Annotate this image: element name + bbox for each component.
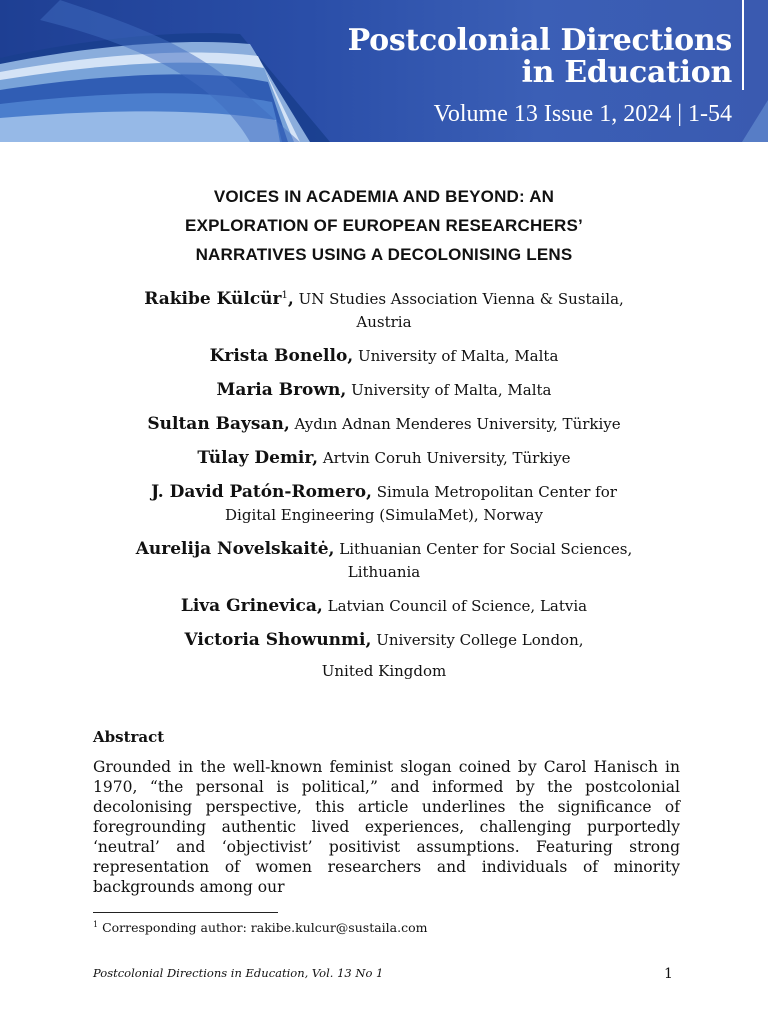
abstract-heading: Abstract <box>93 728 165 746</box>
author-separator: , <box>328 539 335 559</box>
author-name: Rakibe Külcür <box>144 289 282 309</box>
author-name: Liva Grinevica <box>180 596 317 616</box>
footnote-divider <box>93 912 278 913</box>
article-title-line: VOICES IN ACADEMIA AND BEYOND: AN <box>213 187 555 206</box>
author-name: Maria Brown <box>216 380 341 400</box>
article-title <box>60 182 708 269</box>
footnote-text: Corresponding author: rakibe.kulcur@sustaila.com <box>98 920 428 936</box>
journal-title-line-2: in Education <box>521 55 732 90</box>
author-entry <box>80 379 688 402</box>
author-entry <box>80 595 688 618</box>
volume-issue-line: Volume 13 Issue 1, 2024 | 1-54 <box>433 101 732 127</box>
author-entry <box>80 413 688 436</box>
author-name: Sultan Baysan <box>147 414 284 434</box>
author-entry <box>80 538 688 584</box>
author-affiliation: Austria <box>356 313 412 331</box>
footnote <box>93 920 427 935</box>
author-separator: , <box>366 482 372 502</box>
banner-divider-line <box>742 0 744 90</box>
author-name: Victoria Showunmi <box>184 630 366 650</box>
journal-title-line-1: Postcolonial Directions <box>347 23 732 58</box>
author-name: Aurelija Novelskaitė <box>135 539 329 559</box>
author-affiliation: Latvian Council of Science, Latvia <box>327 597 588 615</box>
author-entry <box>80 481 688 527</box>
author-name: J. David Patón-Romero <box>151 482 367 502</box>
author-affiliation: Lithuanian Center for Social Sciences, <box>339 540 633 558</box>
author-affiliation: University College London, <box>376 631 584 649</box>
author-separator: , <box>365 630 372 650</box>
running-footer: Postcolonial Directions in Education, Vol. 13 No 1 <box>93 966 384 980</box>
author-separator: , <box>347 346 354 366</box>
author-affiliation: Aydın Adnan Menderes University, Türkiye <box>294 415 621 433</box>
author-separator: , <box>283 414 290 434</box>
author-affiliation: UN Studies Association Vienna & Sustaila, <box>298 290 624 308</box>
author-affiliation: University of Malta, Malta <box>351 381 552 399</box>
author-affiliation: Lithuania <box>347 563 421 581</box>
author-entry <box>80 345 688 368</box>
author-separator: , <box>316 596 323 616</box>
author-name: Krista Bonello <box>209 346 348 366</box>
footnote-number: 1 <box>93 920 99 929</box>
article-title-line: NARRATIVES USING A DECOLONISING LENS <box>195 245 573 264</box>
article-title-line: EXPLORATION OF EUROPEAN RESEARCHERS’ <box>185 216 583 235</box>
author-affiliation: Digital Engineering (SimulaMet), Norway <box>225 506 543 524</box>
author-entry <box>80 284 688 334</box>
journal-title <box>348 25 732 89</box>
author-affiliation: United Kingdom <box>321 662 447 680</box>
page-number: 1 <box>664 966 673 982</box>
author-affiliation: Simula Metropolitan Center for <box>376 483 617 501</box>
author-affiliation: Artvin Coruh University, Türkiye <box>322 449 571 467</box>
journal-banner <box>0 0 768 142</box>
author-affiliation: University of Malta, Malta <box>357 347 559 365</box>
author-separator: , <box>312 448 319 468</box>
author-list <box>80 284 688 694</box>
author-name: Tülay Demir <box>197 448 313 468</box>
footnote-marker[interactable]: 1 <box>281 290 288 301</box>
author-entry <box>80 629 688 683</box>
author-separator: , <box>340 380 347 400</box>
abstract-text: Grounded in the well-known feminist slogan coined by Carol Hanisch in 1970, “the personal is political,” and informed by the postcolonial decolonising perspective, this article underlines the significance of foregrounding authentic lived experiences, challenging purportedly ‘neutral’ and ‘objectivist’ positivist assumptions. Featuring strong representation of women researchers and individuals of minority backgrounds among our <box>93 758 680 896</box>
author-entry <box>80 447 688 470</box>
author-separator: , <box>287 289 294 309</box>
